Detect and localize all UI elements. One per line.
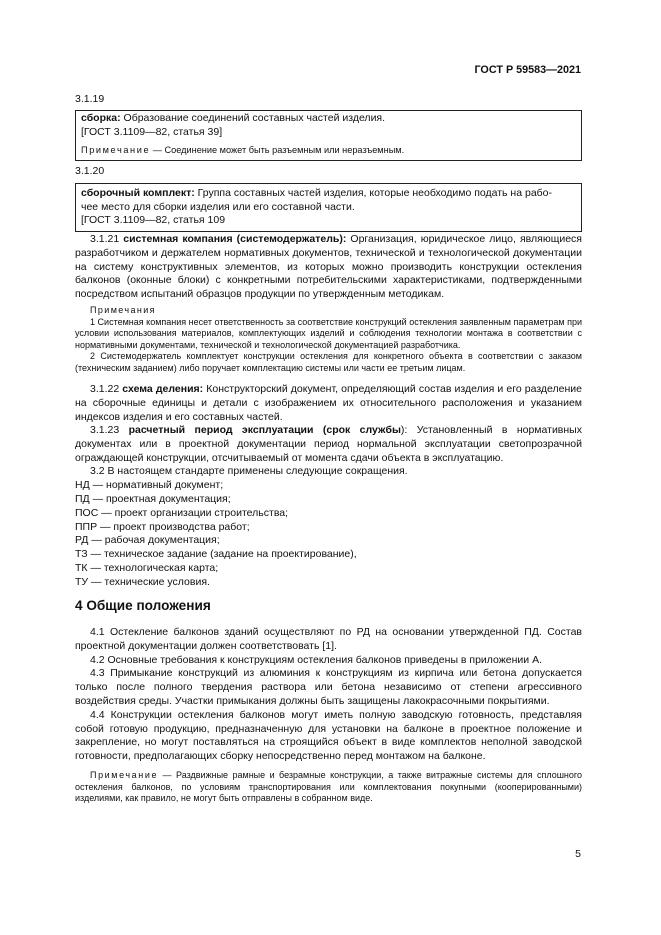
section-4 xyxy=(75,599,582,613)
term-definition-text: Образование соединений составных частей изделия. xyxy=(120,111,386,124)
term-3-1-22 xyxy=(75,383,582,424)
list-item: ТУ — технические условия. xyxy=(75,575,210,588)
term-box xyxy=(75,183,582,232)
term-3-1-19 xyxy=(75,93,582,161)
list-item: ПД — проектная документация; xyxy=(75,492,231,505)
note-2: 2 Системодержатель комплектует конструкции остекления для конкретного объекта в соответствии с заказом (техническим заданием) либо поручает комплектацию системы или части ее третьим лицам. xyxy=(75,351,582,373)
term-3-1-23 xyxy=(75,424,582,590)
section-4-note xyxy=(75,770,582,805)
list-item: РД — рабочая документация; xyxy=(75,534,220,547)
term-number: 3.1.19 xyxy=(75,93,105,105)
note-1: 1 Системная компания несет ответственность за соответствие конструкций остекления заявленным параметрам при условии использования материалов, комплектующих изделий и соблюдения технологии монтажа в соответствии с нормативными документами, технической и технологической документацией разработчика. xyxy=(75,316,582,350)
term-definition xyxy=(81,112,575,126)
term-definition xyxy=(81,187,575,201)
paragraph-3-1-23: 3.1.23 расчетный период эксплуатации (срок службы): Установленный в нормативных документах или в проектной документации период нормальной эксплуатации светопрозрачной ограждающей конструкции, отсчитываемый от момента сдачи объекта в эксплуатацию. xyxy=(75,424,582,464)
paragraph-3-1-21: 3.1.21 системная компания (системодержатель): Организация, юридическое лицо, являющиеся разработчиком и держателем нормативных документов, технической и технологической документации на систему конструктивных элементов, из которых можно производить конструкции остекления балконов (оконные блоки) с конкретными потребительскими характеристиками, подтвержденными посредством испытаний образцов продукции по утвержденным методикам. xyxy=(75,233,582,301)
paragraph-4-1: 4.1 Остекление балконов зданий осуществляют по РД на основании утвержденной ПД. Состав проектной документации должен соответствовать [1]. xyxy=(75,626,582,652)
term-title: сборочный комплект: xyxy=(81,186,195,199)
term-note xyxy=(81,144,575,158)
note-text: — Соединение может быть разъемным или неразъемным. xyxy=(150,145,405,156)
note-text: — Раздвижные рамные и безрамные конструкции, а также витражные системы для сплошного остекления балконов, по условиям транспортирования или комплектования покупными (кооперированными) изделиями, как правило, не могут быть отправлены в собранном виде. xyxy=(75,769,582,804)
term-source: [ГОСТ 3.1109—82, статья 109 xyxy=(81,214,226,227)
paragraph-4-3: 4.3 Примыкание конструкций из алюминия к конструкциям из кирпича или бетона допускается только после полного твердения раствора или бетона независимо от степени агрессивного воздействия среды. Участки примыкания должны быть защищены лакокрасочными покрытиями. xyxy=(75,667,582,707)
term-box xyxy=(75,110,582,161)
term-title: сборка: xyxy=(81,111,121,124)
list-item: ТК — технологическая карта; xyxy=(75,561,219,574)
note-label: Примечание xyxy=(81,145,151,156)
term-3-1-20 xyxy=(75,165,582,232)
term-title: расчетный период эксплуатации (срок службы xyxy=(128,424,401,436)
term-title: схема деления: xyxy=(122,383,204,395)
section-title: 4 Общие положения xyxy=(75,598,211,613)
list-item: НД — нормативный документ; xyxy=(75,479,224,492)
term-3-1-21 xyxy=(75,233,582,302)
abbreviation-list xyxy=(75,479,582,589)
list-item: ТЗ — техническое задание (задание на проектирование), xyxy=(75,548,357,561)
term-source: [ГОСТ 3.1109—82, статья 39] xyxy=(81,125,223,138)
note-label: Примечание xyxy=(90,769,159,780)
term-definition-cont: чее место для сборки изделия или его составной части. xyxy=(81,200,355,213)
page-number: 5 xyxy=(575,848,581,860)
paragraph-3-1-22: 3.1.22 схема деления: Конструкторский документ, определяющий состав изделия и его разделение на сборочные единицы и детали с изображением их относительного расположения и указанием индексов изделия и его составных частей. xyxy=(75,383,582,423)
paragraph-4-4: 4.4 Конструкции остекления балконов могут иметь полную заводскую готовность, представляя собой готовую продукцию, предназначенную для установки на балконе в проектное положение и закрепление, но могут поставляться на строящийся объект в виде комплектов неполной заводской готовности, предполагающих сборку непосредственно перед монтажом на балконе. xyxy=(75,708,582,763)
list-item: ППР — проект производства работ; xyxy=(75,520,250,533)
notes-3-1-21 xyxy=(75,305,582,375)
term-title: системная компания (системодержатель): xyxy=(123,233,347,245)
term-definition-text: Группа составных частей изделия, которые необходимо подать на рабо- xyxy=(194,186,553,199)
standard-header: ГОСТ Р 59583—2021 xyxy=(474,64,581,76)
term-number: 3.1.20 xyxy=(75,165,105,177)
notes-label: Примечания xyxy=(90,305,156,315)
paragraph-3-2: 3.2 В настоящем стандарте применены следующие сокращения. xyxy=(90,465,408,478)
list-item: ПОС — проект организации строительства; xyxy=(75,506,289,519)
paragraph-4-2: 4.2 Основные требования к конструкциям остекления балконов приведены в приложении А. xyxy=(90,653,542,666)
section-4-body xyxy=(75,626,582,805)
